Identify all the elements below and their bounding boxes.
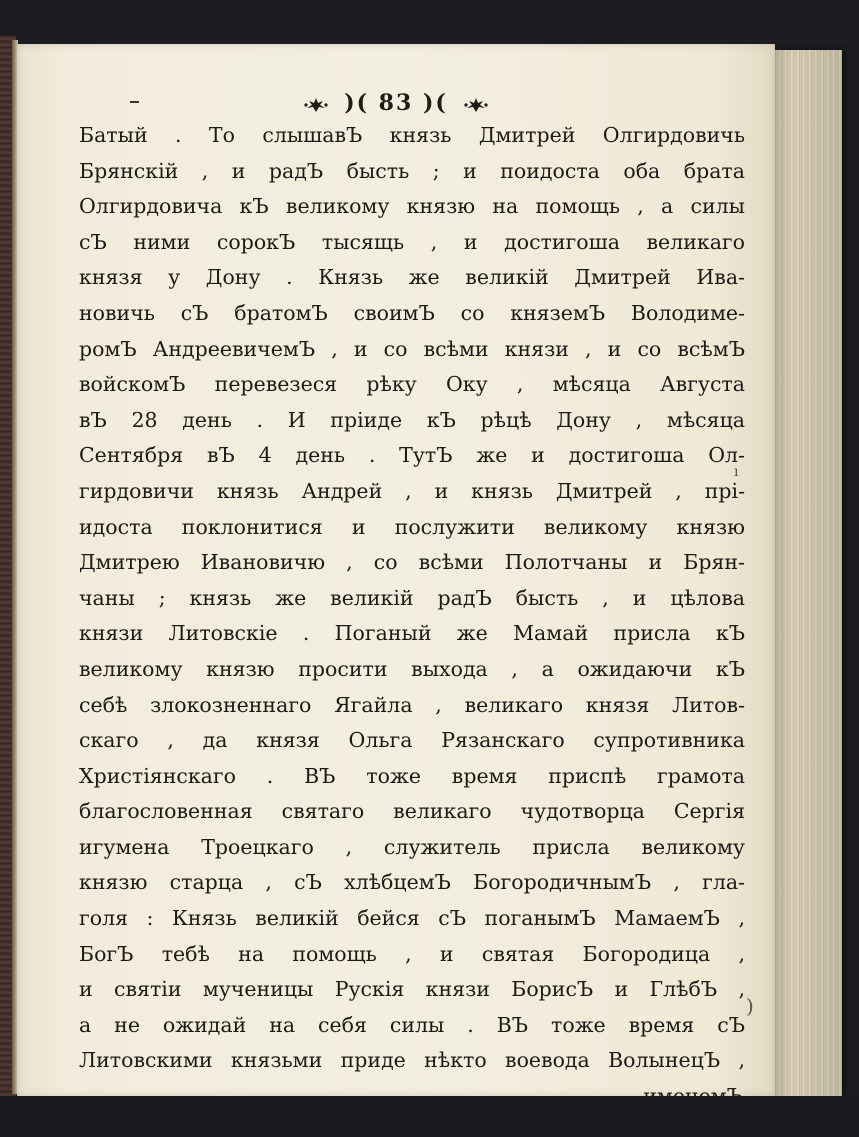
text-line: Батый . То слышавЪ князь Дмитрей Олгирдовичь	[79, 123, 745, 147]
text-line: и святіи мученицы Рускія князи БорисЪ и ГлѣбЪ ,	[79, 977, 745, 1002]
text-line: ромЪ АндреевичемЪ , и со всѣми князи , и со всѣмЪ	[79, 336, 745, 361]
text-line: князи Литовскіе . Поганый же Мамай присла кЪ	[79, 621, 745, 646]
body-text	[79, 118, 745, 1115]
text-line: чаны ; князь же великій радЪ бысть , и цѣлова	[79, 585, 745, 610]
text-line: Дмитрею Ивановичю , со всѣми Полотчаны и Брян-	[79, 550, 745, 575]
ornament-right-icon	[463, 95, 489, 113]
text-line: войскомЪ перевезеся рѣку Оку , мѣсяца Августа	[79, 372, 745, 397]
text-line: Христіянскаго . ВЪ тоже время приспѣ грамота	[79, 763, 745, 788]
text-line: благословенная святаго великаго чудотворца Сергія	[79, 799, 745, 824]
page-header	[17, 90, 775, 116]
bottom-shadow	[0, 1096, 859, 1137]
text-line: игумена Троецкаго , служитель присла великому	[79, 834, 745, 859]
text-line: Литовскими князьми приде нѣкто воевода ВолынецЪ ,	[79, 1048, 745, 1073]
margin-mark: ı	[734, 464, 739, 480]
text-line: Олгирдовича кЪ великому князю на помощь , а силы	[79, 194, 745, 219]
text-line: сЪ ними сорокЪ тысящь , и достигоша великаго	[79, 229, 745, 254]
text-line: а не ожидай на себя силы . ВЪ тоже время сЪ	[79, 1012, 745, 1037]
text-line: новичь сЪ братомЪ своимЪ со княземЪ Володиме-	[79, 300, 745, 325]
text-line: идоста поклонитися и послужити великому князю	[79, 514, 745, 539]
text-line: Сентября вЪ 4 день . ТутЪ же и достигоша Ол-	[79, 443, 745, 468]
text-line: великому князю просити выхода , а ожидаючи кЪ	[79, 656, 745, 681]
text-line: Брянскій , и радЪ бысть ; и поидоста оба брата	[79, 158, 745, 183]
margin-mark: )	[746, 994, 754, 1018]
text-line: голя : Князь великій бейся сЪ поганымЪ МамаемЪ ,	[79, 906, 745, 931]
top-shadow	[0, 0, 859, 46]
page-edges-shade	[770, 50, 842, 1096]
page	[17, 44, 775, 1096]
text-line: себѣ злокозненнаго Ягайла , великаго князя Литов-	[79, 692, 745, 717]
text-line: вЪ 28 день . И пріиде кЪ рѣцѣ Дону , мѣсяца	[79, 407, 745, 432]
text-line: гирдовичи князь Андрей , и князь Дмитрей , прі-	[79, 478, 745, 503]
page-number: )( 83 )(	[344, 90, 448, 116]
ornament-left-icon	[303, 95, 329, 113]
text-line: БогЪ тебѣ на помощь , и святая Богородица ,	[79, 941, 745, 966]
text-line: скаго , да князя Ольга Рязанскаго супротивника	[79, 728, 745, 753]
text-line: князю старца , сЪ хлѣбцемЪ БогородичнымЪ , гла-	[79, 870, 745, 895]
text-line: князя у Дону . Князь же великій Дмитрей Ива-	[79, 265, 745, 290]
